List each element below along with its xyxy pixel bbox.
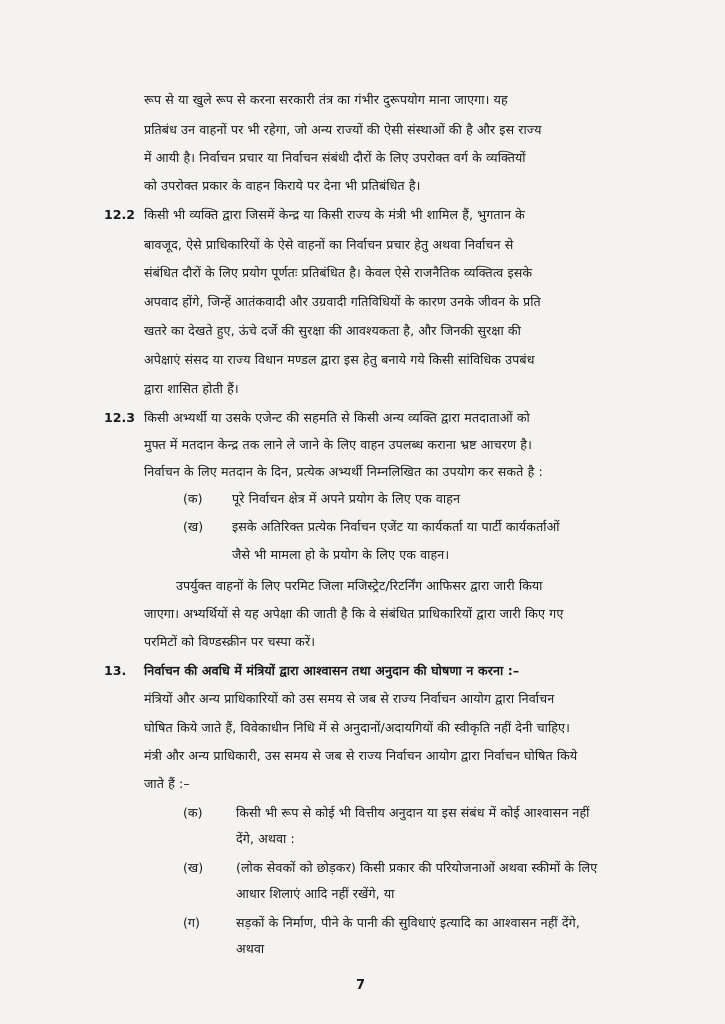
list-item: किसी भी रूप से कोई भी वित्तीय अनुदान या इस संबंध में कोई आश्वासन नहीं — [236, 805, 590, 820]
section-number: 12.3 — [104, 410, 136, 425]
list-item: जैसे भी मामला हो के प्रयोग के लिए एक वाहन। — [232, 547, 450, 562]
section-line: किसी अभ्यर्थी या उसके एजेन्ट की सहमति से किसी अन्य व्यक्ति द्वारा मतदाताओं को — [144, 410, 530, 425]
section-line: मंत्रियों और अन्य प्राधिकारियों को उस समय से जब से राज्य निर्वाचन आयोग द्वारा निर्वाचन — [144, 691, 555, 706]
list-item: अथवा — [236, 941, 265, 956]
list-item: पूरे निर्वाचन क्षेत्र में अपने प्रयोग के लिए एक वाहन — [232, 491, 461, 506]
section-line: निर्वाचन के लिए मतदान के दिन, प्रत्येक अभ्यर्थी निम्नलिखित का उपयोग कर सकते है : — [144, 464, 543, 479]
list-marker: (क) — [183, 805, 203, 820]
section-line: द्वारा शासित होती हैं। — [144, 381, 239, 396]
list-item: (लोक सेवकों को छोड़कर) किसी प्रकार की परियोजनाओं अथवा स्कीमों के लिए — [236, 860, 598, 875]
list-item: सड़कों के निर्माण, पीने के पानी की सुविधाएं इत्यादि का आश्वासन नहीं देंगे, — [236, 915, 580, 930]
para-line: प्रतिबंध उन वाहनों पर भी रहेगा, जो अन्य राज्यों की ऐसी संस्थाओं की है और इस राज्य — [144, 122, 542, 137]
section-line: बावजूद, ऐसे प्राधिकारियों के ऐसे वाहनों का निर्वाचन प्रचार हेतु अथवा निर्वाचन से — [144, 237, 514, 252]
section-line: उपर्युक्त वाहनों के लिए परमिट जिला मजिस्ट्रेट/रिटर्निंग आफिसर द्वारा जारी किया — [176, 578, 543, 593]
section-line: संबंधित दौरों के लिए प्रयोग पूर्णतः प्रतिबंधित है। केवल ऐसे राजनैतिक व्यक्तित्व इसके — [144, 265, 533, 280]
section-line: मंत्री और अन्य प्राधिकारी, उस समय से जब से राज्य निर्वाचन आयोग द्वारा निर्वाचन घोषित किये — [144, 748, 578, 763]
section-heading: निर्वाचन की अवधि में मंत्रियों द्वारा आश्वासन तथा अनुदान की घोषणा न करना :– — [144, 663, 520, 678]
list-item: देंगे, अथवा : — [236, 831, 295, 846]
para-line: में आयी है। निर्वाचन प्रचार या निर्वाचन संबंधी दौरों के लिए उपरोक्त वर्ग के व्यक्तियों — [144, 150, 526, 165]
section-line: जाते हैं :– — [144, 776, 190, 791]
para-line: को उपरोक्त प्रकार के वाहन किराये पर देना भी प्रतिबंधित है। — [144, 178, 421, 193]
section-number: 13. — [104, 663, 127, 678]
list-marker: (क) — [183, 491, 203, 506]
section-line: जाएगा। अभ्यर्थियों से यह अपेक्षा की जाती है कि वे संबंधित प्राधिकारियों द्वारा जारी किए गए — [144, 606, 564, 621]
list-marker: (ग) — [183, 915, 200, 930]
list-marker: (ख) — [183, 519, 204, 534]
section-line: मुफ्त में मतदान केन्द्र तक लाने ले जाने के लिए वाहन उपलब्ध कराना भ्रष्ट आचरण है। — [144, 437, 532, 452]
para-line: रूप से या खुले रूप से करना सरकारी तंत्र का गंभीर दुरूपयोग माना जाएगा। यह — [144, 92, 508, 107]
section-line: किसी भी व्यक्ति द्वारा जिसमें केन्द्र या किसी राज्य के मंत्री भी शामिल हैं, भुगतान के — [144, 207, 525, 222]
section-line: खतरे का देखते हुए, ऊंचे दर्जे की सुरक्षा की आवश्यकता है, और जिनकी सुरक्षा की — [144, 323, 521, 338]
section-line: अपवाद होंगे, जिन्हें आतंकवादी और उग्रवादी गतिविधियों के कारण उनके जीवन के प्रति — [144, 294, 541, 309]
section-number: 12.2 — [104, 207, 136, 222]
section-line: अपेक्षाएं संसद या राज्य विधान मण्डल द्वारा इस हेतु बनाये गये किसी सांविधिक उपबंध — [144, 352, 535, 367]
section-line: परमिटों को विण्डस्क्रीन पर चस्पा करें। — [144, 634, 316, 649]
list-item: आधार शिलाएं आदि नहीं रखेंगे, या — [236, 886, 395, 901]
list-item: इसके अतिरिक्त प्रत्येक निर्वाचन एजेंट या कार्यकर्ता या पार्टी कार्यकर्ताओं — [232, 519, 560, 534]
list-marker: (ख) — [183, 860, 204, 875]
section-line: घोषित किये जाते हैं, विवेकाधीन निधि में से अनुदानों/अदायगियों की स्वीकृति नहीं देनी चाहिए। — [144, 720, 570, 735]
page-number: 7 — [356, 978, 366, 993]
